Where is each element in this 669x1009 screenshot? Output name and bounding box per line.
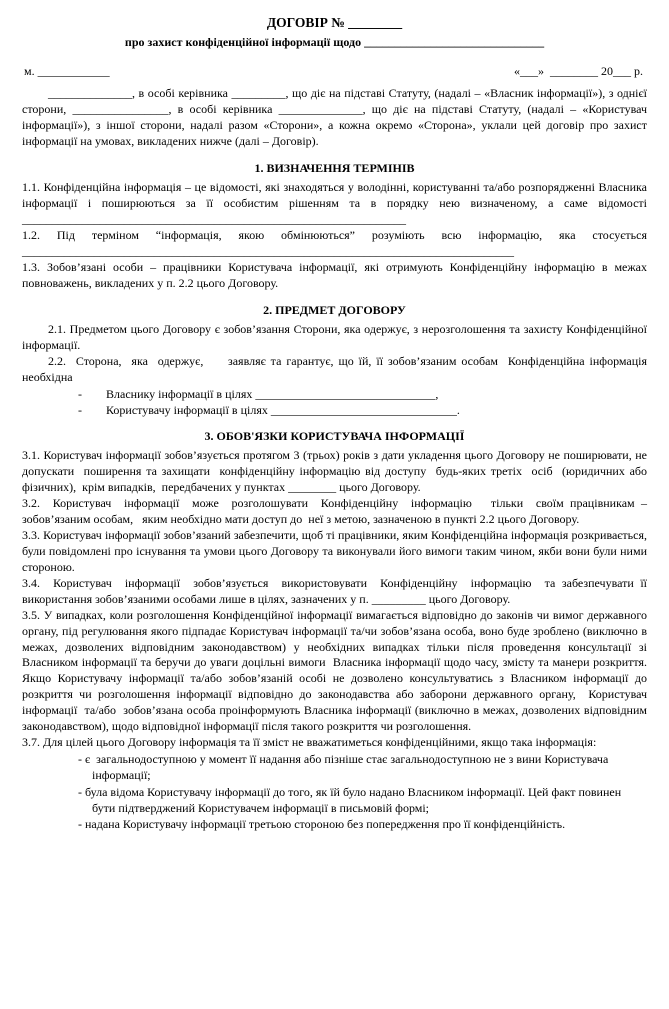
place-line: м. ____________ — [24, 64, 110, 79]
document-subtitle: про захист конфіденційної інформації щодо ______________________________ — [124, 35, 545, 50]
section-3-paragraph-3: 3.3. Користувач інформації зобов’язаний забезпечити, щоб ті працівники, яким Конфіденційна інформація розкривається, були повідомлені про існування та умови цього Договору та виконували його вимоги таким чином, якби вони були ними стороною. — [22, 527, 650, 574]
section-2-paragraph-1: 2.1. Предметом цього Договору є зобов’язання Сторони, яка одержує, з нерозголошення та захисту Конфіденційної інформації. — [22, 321, 650, 352]
date-line: «___» ________ 20___ р. — [514, 64, 643, 79]
section-2-bullet-1: - Власнику інформації в цілях ______________________________, — [78, 386, 439, 401]
document-meta-row — [22, 64, 647, 79]
section-2-heading: 2. ПРЕДМЕТ ДОГОВОРУ — [263, 302, 406, 317]
document-title: ДОГОВІР № ________ — [266, 15, 403, 30]
section-2-bullet-2: - Користувачу інформації в цілях _______________________________. — [78, 402, 460, 417]
section-3-paragraph-1: 3.1. Користувач інформації зобов’язується протягом 3 (трьох) років з дати укладення цього Договору не поширювати, не допускати поширення та захищати конфіденційну інформацію від доступу будь-яких третіх осіб (юридичних або фізичних), крім випадків, передбачених у пунктах ________ цього Договору. — [22, 448, 650, 494]
section-2 — [22, 302, 650, 418]
section-1-paragraph-3: 1.3. Зобов’язані особи – працівники Користувача інформації, які отримують Конфіденційну інформацію в межах повноважень, викладених у п. 2.2 цього Договору. — [22, 259, 653, 290]
section-3-paragraph-6: 3.7. Для цілей цього Договору інформація та її зміст не вважатиметься конфіденційними, якщо така інформація: — [22, 735, 597, 750]
section-3-bullet-1: - є загальнодоступною у момент її надання або пізніше стає загальнодоступною не з вини Користувача інформації; — [78, 752, 612, 783]
section-1-paragraph-1: 1.1. Конфіденційна інформація – це відомості, які знаходяться у володінні, користуванні та/або розпорядженні Власника інформації і поширюються за її особистим рішенням та в порядку нею визначеному, а саме відомості ________________________________________________________________ — [22, 180, 650, 227]
section-3 — [22, 429, 656, 832]
section-3-heading: 3. ОБОВ'ЯЗКИ КОРИСТУВАЧА ІНФОРМАЦІЇ — [204, 429, 465, 444]
section-2-paragraph-2: 2.2. Сторона, яка одержує, заявляє та гарантує, що їй, її зобов’язаним особам Конфіденційна інформація необхідна — [22, 353, 650, 384]
section-3-bullet-3: - надана Користувачу інформації третьою стороною без попередження про її конфіденційність. — [78, 816, 566, 831]
section-1 — [22, 161, 653, 292]
section-1-heading: 1. ВИЗНАЧЕННЯ ТЕРМІНІВ — [254, 161, 415, 176]
section-3-paragraph-4: 3.4. Користувач інформації зобов’язується використовувати Конфіденційну інформацію та забезпечувати її використання зобов’язаними особами лише в цілях, зазначених у п. _________ цього Договору. — [22, 575, 650, 606]
preamble-paragraph: ______________, в особі керівника _________, що діє на підставі Статуту, (надалі – «Власник інформації»), з однієї сторони, ________________, в особі керівника ______________, що діє на підставі Статуту, (надалі – «Користувач інформації»), з іншої сторони, надалі разом «Сторони», а кожна окремо «Сторона», уклали цей договір про захист інформації на умовах, викладених нижче (далі – Договір). — [22, 86, 650, 149]
section-3-paragraph-5: 3.5. У випадках, коли розголошення Конфіденційної інформації вимагається відповідно до законів чи вимог державного органу, під регулювання якого підпадає Користувач інформації та/чи зобов’язана особа, воно буде зроблено (виключно в межах, дозволених відповідним законодавством) у необхідних випадках тільки після проведення консультації зі Власником інформації та беручи до уваги доцільні вимоги Власника інформації щодо часу, змісту та манери розкриття. Якщо Користувачу інформації та/або зобов’язаній особі не дозволено консультуватись з Власником інформації до розкриття чи розголошення інформації відповідно до законодавства або заборони державного органу, Користувач інформації та/або зобов’язана особа проінформують Власника інформації (виключно в межах, дозволених відповідним законодавством), щодо відповідної інформації після такого розкриття чи розголошення. — [22, 607, 656, 734]
preamble-block — [22, 86, 650, 150]
section-1-paragraph-2: 1.2. Під терміном “інформація, якою обмінюються” розуміють всю інформацію, яка стосується __________________________________________________________________________________ — [22, 228, 650, 259]
section-3-bullet-2: - була відома Користувачу інформації до того, як їй було надано Власником інформації. Цей факт повинен бути підтверджений Користувачем інформації в письмовій формі; — [78, 784, 625, 815]
section-3-paragraph-2: 3.2. Користувач інформації може розголошувати Конфіденційну інформацію тільки своїм працівникам – зобов’язаним особам, яким необхідно мати доступ до неї з метою, зазначеною в пункті 2.2 цього Договору. — [22, 495, 653, 526]
